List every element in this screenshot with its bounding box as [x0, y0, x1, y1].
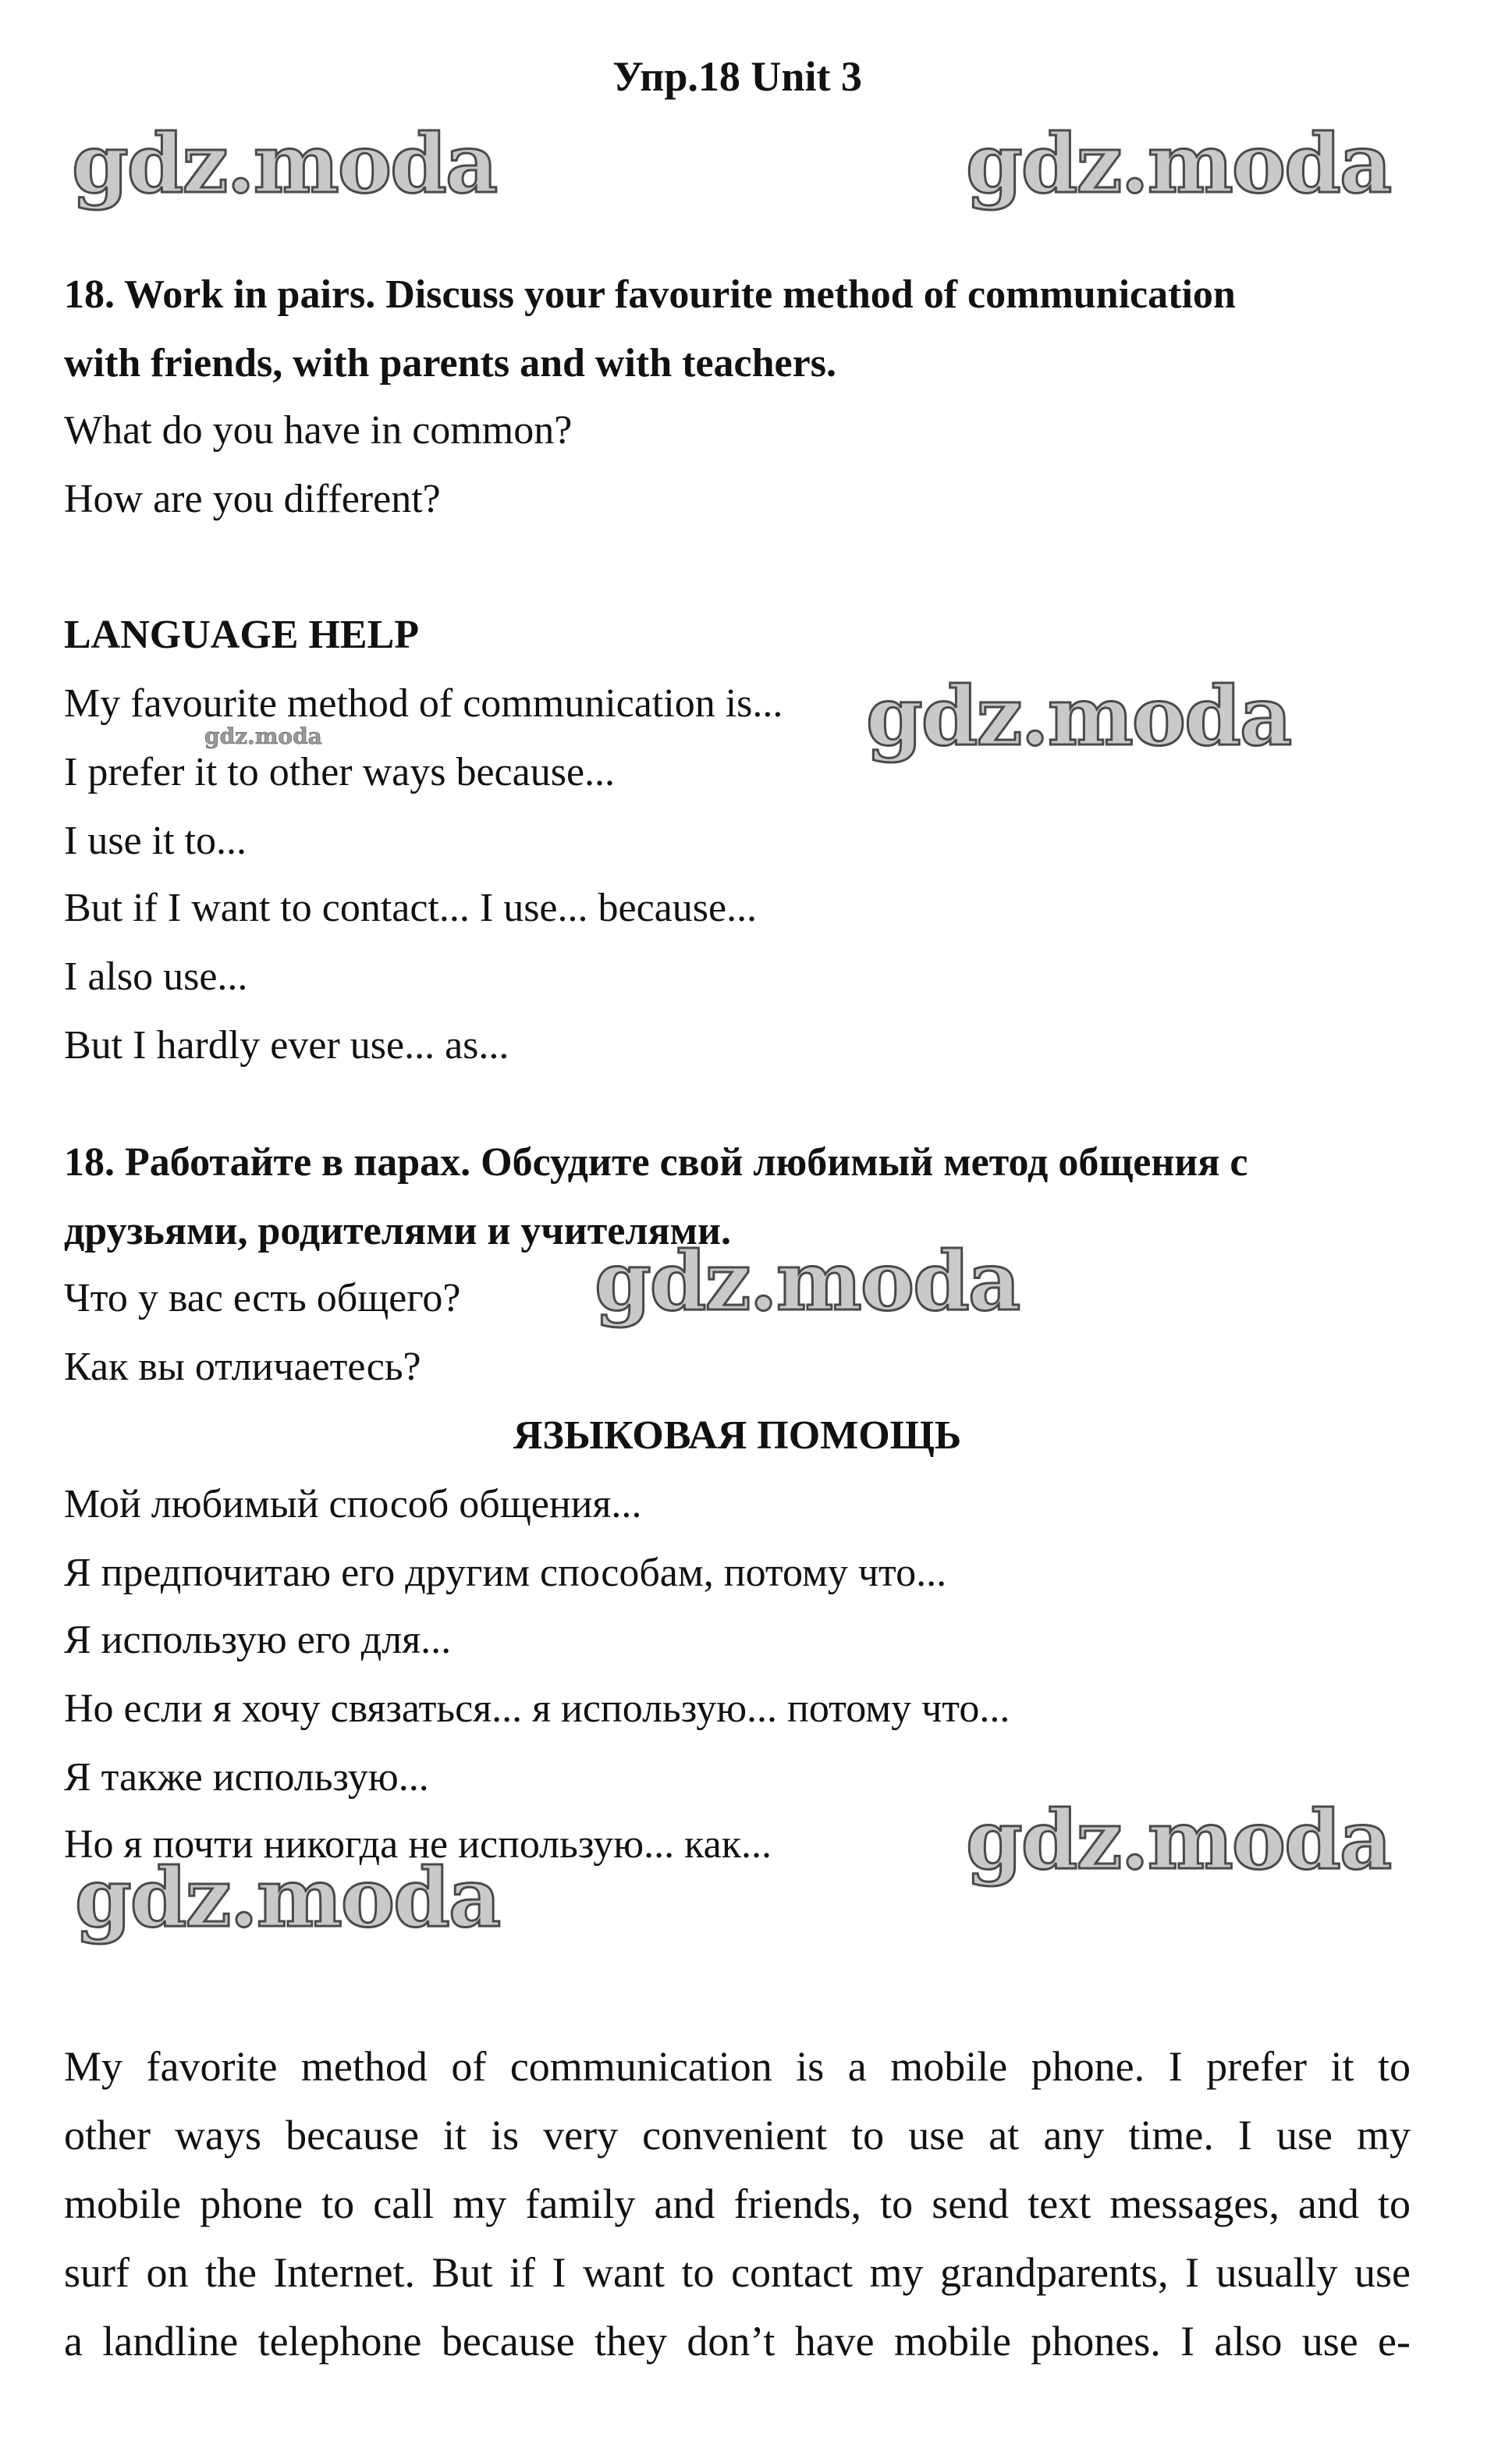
language-help-line: I use it to...: [64, 819, 247, 863]
answer-line: My favorite method of communication is a mobile phone. I prefer it to: [64, 2043, 1411, 2090]
language-help-line: I prefer it to other ways because...: [64, 750, 616, 794]
russian-help-line: Я использую его для...: [64, 1618, 452, 1662]
russian-help-line: Мой любимый способ общения...: [64, 1482, 642, 1526]
page-title: Упр.18 Unit 3: [612, 53, 862, 100]
language-help-line: But if I want to contact... I use... because...: [64, 886, 758, 930]
answer-line: other ways because it is very convenient to use at any time. I use my: [64, 2112, 1411, 2159]
watermark-logo: gdz.moda: [966, 115, 1391, 211]
language-help-line: I also use...: [64, 954, 248, 999]
russian-help-line: Но если я хочу связаться... я использую... потому что...: [64, 1686, 1010, 1731]
answer-line: mobile phone to call my family and friends, to send text messages, and to: [64, 2180, 1411, 2227]
language-help-line: But I hardly ever use... as...: [64, 1023, 509, 1068]
answer-line: a landline telephone because they don’t have mobile phones. I also use e-: [64, 2318, 1411, 2365]
task-question-ru-1: Что у вас есть общего?: [64, 1276, 461, 1320]
watermark-small: gdz.moda: [204, 723, 322, 749]
task-heading-ru-line2: друзьями, родителями и учителями.: [64, 1209, 732, 1253]
russian-help-heading: ЯЗЫКОВАЯ ПОМОЩЬ: [513, 1413, 962, 1458]
answer-line: surf on the Internet. But if I want to contact my grandparents, I usually use: [64, 2249, 1411, 2296]
language-help-heading: LANGUAGE HELP: [64, 613, 420, 657]
task-question-en-1: What do you have in common?: [64, 408, 573, 453]
watermark-logo: gdz.moda: [595, 1233, 1020, 1329]
watermark-logo: gdz.moda: [966, 1792, 1391, 1888]
task-question-ru-2: Как вы отличаетесь?: [64, 1345, 421, 1389]
russian-help-line: Но я почти никогда не использую... как...: [64, 1822, 772, 1867]
watermark-logo: gdz.moda: [75, 1850, 500, 1946]
watermark-logo: gdz.moda: [866, 668, 1291, 764]
russian-help-line: Я также использую...: [64, 1755, 429, 1800]
task-heading-ru-line1: 18. Работайте в парах. Обсудите свой любимый метод общения с: [64, 1140, 1248, 1185]
russian-help-line: Я предпочитаю его другим способам, потому что...: [64, 1551, 947, 1595]
task-heading-en-line1: 18. Work in pairs. Discuss your favourite method of communication: [64, 272, 1236, 317]
language-help-line: My favourite method of communication is...: [64, 681, 783, 726]
task-question-en-2: How are you different?: [64, 477, 441, 521]
task-heading-en-line2: with friends, with parents and with teachers.: [64, 341, 836, 386]
answer-paragraph: [64, 2032, 1411, 2376]
watermark-logo: gdz.moda: [72, 115, 497, 211]
